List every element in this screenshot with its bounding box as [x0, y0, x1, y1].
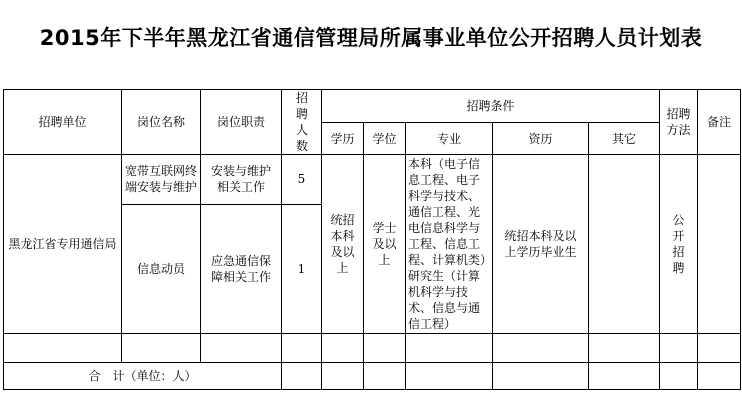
position-count-cell: 1 — [282, 204, 322, 333]
empty-cell — [493, 363, 589, 390]
empty-cell — [698, 334, 741, 363]
empty-cell — [122, 334, 201, 363]
total-count-cell — [282, 363, 322, 390]
header-conditions: 招聘条件 — [322, 90, 660, 123]
header-duty: 岗位职责 — [201, 90, 282, 155]
empty-cell — [322, 334, 364, 363]
empty-cell — [201, 334, 282, 363]
empty-cell — [322, 363, 364, 390]
header-position: 岗位名称 — [122, 90, 201, 155]
position-name-cell: 信息动员 — [122, 204, 201, 333]
total-row — [4, 363, 741, 390]
empty-row — [4, 334, 741, 363]
header-education: 学历 — [322, 123, 364, 155]
empty-cell — [589, 363, 660, 390]
degree-cell: 学士及以上 — [364, 155, 406, 334]
page-title: 2015年下半年黑龙江省通信管理局所属事业单位公开招聘人员计划表 — [39, 26, 703, 50]
empty-cell — [406, 363, 493, 390]
header-note: 备注 — [698, 90, 741, 155]
header-row-1 — [4, 90, 741, 123]
header-qualification: 资历 — [493, 123, 589, 155]
header-unit: 招聘单位 — [4, 90, 122, 155]
position-count-cell: 5 — [282, 155, 322, 205]
empty-cell — [493, 334, 589, 363]
recruitment-plan-table — [3, 89, 741, 390]
unit-name-cell: 黑龙江省专用通信局 — [4, 155, 122, 334]
empty-cell — [406, 334, 493, 363]
empty-cell — [660, 334, 698, 363]
header-major: 专业 — [406, 123, 493, 155]
empty-cell — [364, 334, 406, 363]
education-cell: 统招本科及以上 — [322, 155, 364, 334]
qualification-cell: 统招本科及以上学历毕业生 — [493, 155, 589, 334]
note-cell — [698, 155, 741, 334]
header-degree: 学位 — [364, 123, 406, 155]
empty-cell — [364, 363, 406, 390]
position-name-cell: 宽带互联网终端安装与维护 — [122, 155, 201, 205]
empty-cell — [282, 334, 322, 363]
header-other: 其它 — [589, 123, 660, 155]
empty-cell — [660, 363, 698, 390]
header-method: 招聘方法 — [660, 90, 698, 155]
header-count: 招聘人数 — [282, 90, 322, 155]
table-row — [4, 155, 741, 205]
position-duty-cell: 安装与维护相关工作 — [201, 155, 282, 205]
empty-cell — [589, 334, 660, 363]
major-cell: 本科（电子信息工程、电子科学与技术、通信工程、光电信息科学与工程、信息工程、计算机类）研究生（计算机科学与技术、信息与通信工程） — [406, 155, 493, 334]
position-duty-cell: 应急通信保障相关工作 — [201, 204, 282, 333]
other-cell — [589, 155, 660, 334]
empty-cell — [4, 334, 122, 363]
total-label: 合 计（单位：人） — [4, 363, 282, 390]
method-cell: 公开招聘 — [660, 155, 698, 334]
empty-cell — [698, 363, 741, 390]
